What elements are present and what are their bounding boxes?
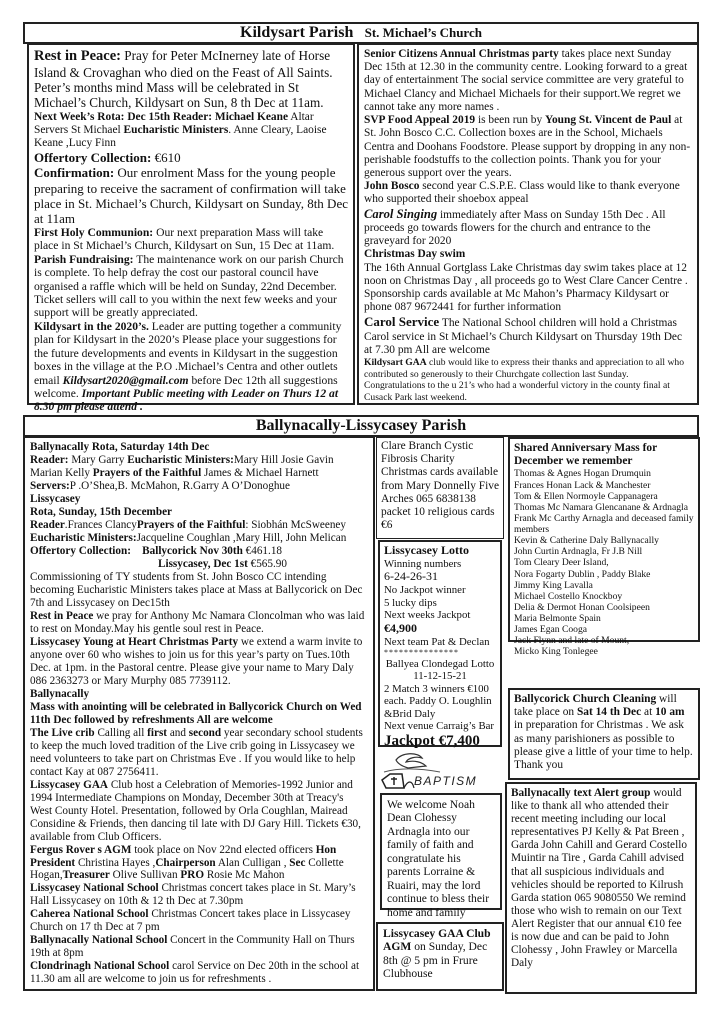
president-label: Hon President bbox=[30, 843, 337, 869]
anniversary-title-text: Shared Anniversary Mass for December we remember bbox=[514, 442, 657, 468]
ballynacally-rota bbox=[30, 454, 368, 480]
ballynacally-rota-heading bbox=[30, 441, 368, 454]
carol-singing-text: immediately after Mass on Sunday 15th Dec . All proceeds go towards flowers for the church and entrance to the graveyard for 2020 bbox=[364, 208, 666, 248]
ballyea-jackpot bbox=[384, 733, 496, 750]
ballynacally-parish-title: Ballynacally-Lissycasey Parish bbox=[255, 417, 467, 434]
cystic-fibrosis-notice bbox=[376, 437, 504, 539]
carol-singing-label: Carol Singing bbox=[364, 206, 438, 221]
anniversary-name-item: Tom & Ellen Normoyle Cappanagera bbox=[514, 490, 658, 502]
anniversary-title bbox=[514, 442, 694, 468]
baptism-text: We welcome Noah Dean Clohessy Ardnagla into our family of faith and congratulate his parents Lorraine & Ruairi, may the lord continue to bless their home and family bbox=[387, 798, 490, 919]
senior-text: takes place next Sunday Dec 15th at 12.30 in the community centre. Looking forward to a great day of entertainment The social service committee are very grateful to Michael Clancy and Michael Michaels for their support.We regret we cannot take any more names . bbox=[364, 48, 688, 113]
anointing-text: Mass with anointing will be celebrated in Ballycorick Church on Wed 11th Dec followed by refreshments All are welcome bbox=[30, 700, 362, 726]
kildysart-parish-title: Kildysart Parish bbox=[240, 24, 354, 41]
carol-singing-notice bbox=[364, 207, 692, 249]
confirmation-text: Our enrolment Mass for the young people preparing to receive the sacrament of confirmation will take place in St. Michael’s Church, Kildysart on Sunday, 8th Dec at 11am bbox=[34, 165, 348, 226]
anniversary-name-item: Jack Flynn and late of Mount, bbox=[514, 635, 630, 647]
carol-service-label: Carol Service bbox=[364, 314, 440, 330]
communion-text: Our next preparation Mass will take place in St Michael’s Church, Kildysart on Sun, 15 Dec at 11am. bbox=[34, 225, 335, 253]
cleaning-date: Sat 14 th Dec bbox=[576, 706, 642, 719]
text-alert-text: would like to thank all who attended their recent meeting including our local representatives PJ Kelly & Pat Breen , Garda John Cahill and Gerard Costello Muintir na Tire , Garda Cahill advised that all suspicious individuals and vehicles should be reported to Kilrush Garda station 065 9080550 We remind those who wish to remain on our Text Alert Register that our annual €10 fee is now due and can be paid to John Clohessy , John Frawley or Marcella Daly bbox=[511, 787, 688, 970]
rest-in-peace-notice bbox=[34, 48, 348, 111]
parish-fundraising-notice bbox=[34, 253, 348, 320]
offertory-lissycasey-label: Lissycasey, Dec 1st bbox=[158, 557, 248, 570]
christmas-swim-heading bbox=[364, 248, 692, 261]
rip-label: Rest in Peace bbox=[30, 609, 94, 622]
cleaning-text: will take place on bbox=[514, 693, 677, 719]
fergus-label: Fergus Rover s AGM bbox=[30, 843, 132, 856]
fundraising-label: Parish Fundraising: bbox=[34, 252, 134, 266]
anointing-mass bbox=[30, 701, 368, 727]
gaa-text: Club host a Celebration of Memories-1992 Junior and 1994 Intermediate Champions on Monday, December 30th at Treacy's West County Hotel. Presentation, followed by Orla Coughlan, Mairead Considine & Friends, then dancing til late with DJ Gary Hill. Tickets €30, available from Club Officers. bbox=[30, 778, 361, 843]
servers-text: P .O’Shea,B. McMahon, R.Garry A O’Donoghue bbox=[69, 479, 290, 492]
gaa-agm-text: on Sunday, Dec 8th @ 5 pm in Frure Clubhouse bbox=[383, 940, 488, 981]
l-em-label: Eucharistic Ministers: bbox=[30, 531, 137, 544]
president-text: Christina Hayes , bbox=[75, 856, 156, 869]
crib-second: second bbox=[188, 726, 222, 739]
ballyea-lotto-title: Ballyea Clondegad Lotto bbox=[385, 657, 495, 670]
rest-in-peace-notice bbox=[30, 610, 368, 636]
kildysart-notices-right bbox=[357, 43, 699, 405]
offertory-lissycasey-value: €565.90 bbox=[247, 557, 287, 570]
l-potf-text: : Siobhán McSweeney bbox=[245, 518, 346, 531]
k2020-text2: before Dec 12th all suggestions welcome. bbox=[34, 373, 338, 401]
text-alert-notice bbox=[505, 782, 697, 994]
anniversary-name-item: Frank Mc Carthy Arnagla and deceased family members bbox=[514, 512, 694, 536]
kildysart-gaa-notice bbox=[364, 357, 692, 403]
reader-text: Mary Garry bbox=[68, 453, 128, 466]
chair-text: Alan Culligan , bbox=[215, 856, 290, 869]
senior-label: Senior Citizens Annual Christmas party bbox=[364, 48, 559, 60]
offertory-value: €610 bbox=[151, 150, 181, 166]
st-michaels-church-title: St. Michael’s Church bbox=[364, 25, 482, 40]
reader-label: Reader: bbox=[30, 453, 69, 466]
cns-text: Christmas Concert takes place in Lissycasey Church on 17 th Dec at 7 pm bbox=[30, 908, 351, 934]
text-alert-label: Ballynacally text Alert group bbox=[511, 787, 651, 799]
svp-label: SVP Food Appeal 2019 bbox=[364, 114, 476, 127]
lotto-title-text: Lissycasey Lotto bbox=[384, 543, 469, 557]
carol-service-notice bbox=[364, 314, 692, 357]
anniversary-name-item: Nora Fogarty Dublin , Paddy Blake bbox=[514, 568, 651, 580]
bosco-label: John Bosco bbox=[364, 180, 420, 193]
carol-service-text: The National School children will hold a Christmas Carol service in St Michael’s Church Kildysart on Thursday 19th Dec at 7.30 pm All are welcome bbox=[364, 317, 683, 356]
baptism-logo bbox=[378, 750, 502, 792]
servers-label: Servers: bbox=[30, 479, 70, 492]
offertory-collection bbox=[30, 545, 368, 571]
senior-citizens-party bbox=[364, 48, 692, 114]
ballyea-jackpot-value: Jackpot €7,400 bbox=[384, 732, 480, 749]
ballynacally-heading bbox=[30, 688, 368, 701]
l-em-text: Jacqueline Coughlan ,Mary Hill, John Melican bbox=[136, 531, 347, 544]
potf-text: James & Michael Harnett bbox=[201, 466, 319, 479]
christmas-swim-text: The 16th Annual Gortglass Lake Christmas day swim takes place at 12 noon on Christmas Day , all proceeds go to West Clare Cancer Centre . Sponsorship cards available at Mc Mahon’s Pharmacy Kildysart or phone 087 9672441 for further information bbox=[364, 261, 688, 314]
yah-label: Lissycasey Young at Heart Christmas Party bbox=[30, 635, 239, 648]
ballynacally-heading-text: Ballynacally bbox=[30, 687, 90, 700]
anniversary-name-item: Michael Costello Knockboy bbox=[514, 590, 623, 602]
kildysart-notices-left bbox=[27, 43, 355, 414]
lotto-winning-label: Winning numbers bbox=[384, 557, 462, 570]
crib-first: first bbox=[147, 726, 168, 739]
john-bosco-notice bbox=[364, 180, 692, 206]
rip-label: Rest in Peace: bbox=[34, 48, 121, 64]
lotto-jackpot-value: €4,900 bbox=[384, 620, 417, 635]
rip-text: Pray for Peter McInerney late of Horse Island & Crovaghan who died on the Feast of All Saints. Peter’s months mind Mass will be celebrated in St Michael’s Church, Kildysart on Sun, 8 th Dec at 11am. bbox=[34, 48, 333, 111]
lotto-next-team: Next team Pat & Declan bbox=[384, 635, 490, 648]
offertory-label: Offertory Collection: bbox=[30, 544, 131, 557]
lotto-lucky-dips: 5 lucky dips bbox=[384, 596, 437, 609]
anniversary-name-item: Kevin & Catherine Daly Ballynacally bbox=[514, 535, 659, 547]
ballynacally-main-notices bbox=[23, 436, 375, 991]
cleaning-text-3: in preparation for Christmas . We ask as many parishioners as possible to please give a little of your time to help. Thank you bbox=[514, 719, 693, 772]
fergus-rovers-agm bbox=[30, 844, 368, 883]
cleaning-label: Ballycorick Church Cleaning bbox=[514, 693, 657, 705]
potf-label: Prayers of the Faithful bbox=[92, 466, 202, 479]
ty-commissioning: Commissioning of TY students from St. John Bosco CC intending becoming Eucharistic Ministers takes place at Mass at Ballycorick on Dec 7th and Lissycasey on Dec15th bbox=[30, 570, 363, 609]
lissycasey-rota-heading bbox=[30, 506, 368, 519]
l-reader-text: .Frances Clancy bbox=[64, 518, 137, 531]
svp-label-2: Young St. Vincent de Paul bbox=[545, 114, 672, 127]
crib-label: The Live crib bbox=[30, 726, 95, 739]
k2020-label: Kildysart in the 2020’s. bbox=[34, 319, 149, 333]
rip-text: we pray for Anthony Mc Namara Cloncolman who was laid to rest on Monday.May his gentle soul rest in Peace. bbox=[30, 609, 365, 635]
svp-text: is been run by bbox=[475, 114, 546, 127]
rota-text: Altar Servers St Michael bbox=[34, 110, 314, 136]
anniversary-name-item: James Egan Cooga bbox=[514, 624, 588, 636]
lissycasey-heading bbox=[30, 493, 368, 506]
lissycasey-rota bbox=[30, 519, 368, 532]
gaa-label: Kildysart GAA bbox=[364, 357, 427, 369]
kildysart-2020-notice bbox=[34, 320, 348, 414]
bns-label: Ballynacally National School bbox=[30, 934, 168, 947]
yah-text: we extend a warm invite to anyone over 60 who wishes to join us for this year’s party on Tues.10th Dec. at 1pm. in the Pastoral centre. Please give your name to Mary Daly 086 2363273 or Mary Murphy 085 7739112. bbox=[30, 635, 363, 687]
ballynacally-ns-concert bbox=[30, 934, 368, 960]
young-at-heart-party bbox=[30, 636, 368, 688]
em-label: Eucharistic Ministers bbox=[123, 123, 229, 136]
anniversary-names-list bbox=[514, 468, 694, 657]
em-text: Mary Hill Josie Gavin Marian Kelly bbox=[30, 453, 334, 479]
l-potf-label: Prayers of the Faithful bbox=[136, 518, 246, 531]
kildysart-title-bar bbox=[23, 22, 699, 44]
anniversary-name-item: John Curtin Ardnagla, Fr J.B Nill bbox=[514, 546, 643, 558]
email-link[interactable]: Kildysart2020@gmail.com bbox=[62, 373, 189, 387]
anniversary-mass-notice bbox=[508, 437, 700, 658]
clns-text: carol Service on Dec 20th in the school at 11.30 am all are welcome to join us for refreshments . bbox=[30, 960, 360, 986]
svp-text-2: at St. John Bosco C.C. Collection boxes are in the School, Michaels Centra and Doohans Foodstore. Please support by dropping in any non-perishable foodstuffs to the collection points. Thank you for your generous support over the years. bbox=[364, 114, 691, 179]
bns-text: Concert in the Community Hall on Thurs 19th at 8pm bbox=[30, 934, 355, 960]
chair-label: Chairperson bbox=[155, 856, 216, 869]
lissycasey-rota-text: Rota, Sunday, 15th December bbox=[30, 505, 173, 518]
ballynacally-title-bar bbox=[23, 415, 699, 437]
offertory-collection bbox=[34, 150, 348, 165]
anniversary-name-item: Frances Honan Lack & Manchester bbox=[514, 479, 651, 491]
lotto-jackpot bbox=[384, 622, 496, 636]
public-meeting-notice: Important Public meeting with Leader on Thurs 12 at 8.30 pm please attend . bbox=[34, 387, 339, 414]
anniversary-name-item: Maria Belmonte Spain bbox=[514, 613, 601, 625]
communion-label: First Holy Communion: bbox=[34, 225, 154, 239]
bosco-text: second year C.S.P.E. Class would like to thank everyone who supported their shoebox appeal bbox=[364, 180, 680, 206]
crib-text: Calling all bbox=[94, 726, 148, 739]
anniversary-name-item: Delia & Dermot Honan Coolsipeen bbox=[514, 601, 650, 613]
svp-food-appeal bbox=[364, 114, 692, 180]
k2020-text: Leader are putting together a community plan for Kildysart in the 2020’s Please place your suggestions for the future developments and events in Kildysart in the suggestion boxes in the village at the P.O .Michael’s Centra and other outlets email bbox=[34, 319, 342, 387]
ballyea-next-venue: Next venue Carraig’s Bar bbox=[384, 720, 495, 733]
baptism-logo-text: BAPTISM bbox=[414, 774, 478, 788]
cns-label: Caherea National School bbox=[30, 908, 149, 921]
live-crib-notice bbox=[30, 727, 368, 779]
em-label: Eucharistic Ministers: bbox=[127, 453, 234, 466]
offertory-ballycorick-value: €461.18 bbox=[242, 544, 282, 557]
lotto-numbers: 6-24-26-31 bbox=[384, 569, 438, 584]
crib-and: and bbox=[167, 726, 189, 739]
lissycasey-gaa-notice bbox=[30, 779, 368, 844]
offertory-ballycorick-label: Ballycorick Nov 30th bbox=[142, 544, 243, 557]
baptism-notice bbox=[380, 793, 502, 919]
lissycasey-heading-text: Lissycasey bbox=[30, 492, 81, 505]
lotto-divider: *************** bbox=[384, 648, 459, 658]
pro-label: PRO bbox=[180, 869, 205, 882]
pro-text: Rosie Mc Mahon bbox=[204, 869, 285, 882]
treasurer-label: Treasurer bbox=[62, 869, 110, 882]
fergus-text: took place on Nov 22nd elected officers bbox=[131, 843, 316, 856]
rota-label: Next Week’s Rota: Dec 15th Reader: Michael Keane bbox=[34, 110, 289, 123]
ballyea-lotto-winners: 2 Match 3 winners €100 each. Paddy O. Loughlin &Brid Daly bbox=[384, 682, 492, 720]
caherea-ns-concert bbox=[30, 908, 368, 934]
offertory-label: Offertory Collection: bbox=[34, 150, 152, 166]
treasurer-text: Olive Sullivan bbox=[109, 869, 181, 882]
lns-label: Lissycasey National School bbox=[30, 882, 159, 895]
anniversary-name-item: Thomas Mc Namara Glencanane & Ardnagla bbox=[514, 501, 688, 513]
anniversary-name-item: Micko King Tonlegee bbox=[514, 646, 598, 658]
lotto-title bbox=[384, 544, 496, 558]
lissycasey-gaa-agm bbox=[376, 922, 504, 991]
gaa-agm-label: Lissycasey GAA Club AGM bbox=[383, 927, 491, 954]
anniversary-name-item: Jimmy King Lavalla bbox=[514, 579, 593, 591]
confirmation-label: Confirmation: bbox=[34, 165, 115, 181]
l-reader-label: Reader bbox=[30, 518, 65, 531]
lotto-next-jackpot-label: Next weeks Jackpot bbox=[384, 609, 471, 622]
ballyea-lotto-numbers: 11-12-15-21 bbox=[413, 670, 467, 683]
fundraising-text: The maintenance work on our parish Church is complete. To help defray the cost our pastoral council have organised a raffle which will be held on Sunday, 22nd December. Ticket sellers will call to you within the next few weeks and your support will be greatly appreciated. bbox=[34, 252, 344, 320]
lotto-notice bbox=[378, 540, 502, 747]
next-week-rota bbox=[34, 111, 348, 151]
cystic-text: Clare Branch Cystic Fibrosis Charity Christmas cards available from Mary Donnelly Five Arches 065 6838138 packet 10 religious cards €6 bbox=[381, 440, 499, 532]
lissycasey-em bbox=[30, 532, 368, 545]
crib-text-2: year secondary school students to keep the much loved tradition of the Live crib going in Lissycasey we need volunteers to take part on Christmas Eve . If you would like to help contact Kay at 087 2756411. bbox=[30, 726, 363, 778]
lns-text: Christmas concert takes place in St. Mary’s Hall Lissycasey on 10th & 12 th Dec at 7.30pm bbox=[30, 882, 356, 908]
gaa-text: club would like to express their thanks and appreciation to all who contributed so generously to their Churchgate collection last Sunday. Congratulations to the u 21’s who had a wonderful victory in the county final at Cusack Park last weekend. bbox=[364, 357, 685, 403]
lissycasey-ns-concert bbox=[30, 882, 368, 908]
cleaning-text-2: at bbox=[641, 706, 656, 719]
anniversary-name-item: Thomas & Agnes Hogan Drumquin bbox=[514, 468, 651, 480]
confirmation-notice bbox=[34, 165, 348, 225]
church-cleaning-notice bbox=[508, 688, 700, 780]
anniversary-name-item: Tom Cleary Deer Island, bbox=[514, 557, 609, 569]
clns-label: Clondrinagh National School bbox=[30, 960, 170, 973]
servers bbox=[30, 480, 368, 493]
lotto-no-winner: No Jackpot winner bbox=[384, 584, 466, 597]
gaa-label: Lissycasey GAA bbox=[30, 778, 109, 791]
clondrinagh-ns-carol bbox=[30, 960, 368, 986]
sec-text: Collette Hogan, bbox=[30, 856, 344, 882]
swim-label: Christmas Day swim bbox=[364, 248, 466, 261]
rota-heading-text: Ballynacally Rota, Saturday 14th Dec bbox=[30, 441, 210, 453]
em-text: . Anne Cleary, Laoise Keane ,Lucy Finn bbox=[34, 123, 327, 150]
cleaning-time: 10 am bbox=[655, 706, 685, 719]
first-holy-communion-notice bbox=[34, 226, 348, 253]
sec-label: Sec bbox=[289, 856, 306, 869]
